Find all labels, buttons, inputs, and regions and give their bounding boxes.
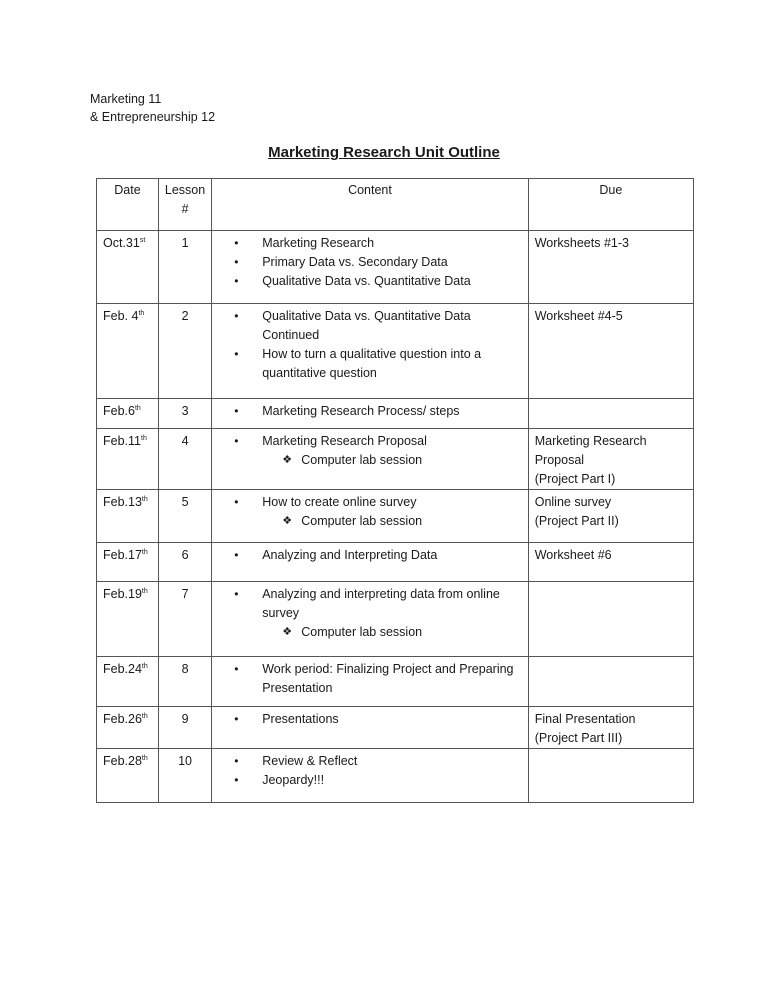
cell-due [528, 399, 693, 429]
date-text: Feb.13 [103, 495, 142, 509]
table-row [97, 304, 694, 399]
cell-lesson-number: 1 [158, 231, 211, 304]
cell-due [528, 304, 693, 399]
content-bullet-list [218, 752, 522, 790]
cell-due [528, 490, 693, 543]
due-text: Worksheet #4-5 [534, 309, 623, 323]
cell-date [97, 582, 159, 657]
cell-lesson-number: 9 [158, 707, 211, 749]
cell-content [212, 543, 529, 582]
column-header-lesson [158, 179, 211, 231]
course-line-2: & Entrepreneurship 12 [90, 110, 216, 124]
lesson-header-line1: Lesson [164, 183, 206, 197]
due-text: Online survey [534, 495, 612, 509]
table-header-row [97, 179, 694, 231]
cell-content [212, 231, 529, 304]
cell-content [212, 490, 529, 543]
course-heading [90, 90, 215, 126]
date-ordinal-suffix: th [141, 663, 148, 670]
date-ordinal-suffix: th [141, 435, 147, 442]
date-ordinal-suffix: th [141, 755, 148, 762]
due-text: Final Presentation [534, 712, 636, 726]
content-bullet-list [218, 493, 522, 512]
content-bullet-item: • Marketing Research Process/ steps [218, 402, 522, 421]
cell-lesson-number: 4 [158, 429, 211, 490]
content-sub-item [218, 512, 522, 531]
content-bullet-item: • How to create online survey [218, 493, 522, 512]
cell-content [212, 429, 529, 490]
course-line-1: Marketing 11 [90, 92, 162, 106]
date-ordinal-suffix: th [141, 496, 148, 503]
cell-content [212, 399, 529, 429]
cell-date [97, 707, 159, 749]
date-text: Feb.19 [103, 587, 142, 601]
cell-date [97, 543, 159, 582]
content-bullet-item: • Analyzing and Interpreting Data [218, 546, 522, 565]
cell-due [528, 429, 693, 490]
content-sub-item [218, 451, 522, 470]
content-bullet-item: • Qualitative Data vs. Quantitative Data Continued [218, 307, 522, 345]
diamond-bullet-icon: ❖ [282, 626, 293, 638]
content-bullet-item: • Presentations [218, 710, 522, 729]
cell-due [528, 749, 693, 803]
table-row [97, 707, 694, 749]
cell-lesson-number: 7 [158, 582, 211, 657]
content-bullet-list [218, 402, 522, 421]
date-ordinal-suffix: st [139, 237, 146, 244]
content-bullet-item: • Analyzing and interpreting data from online survey [218, 585, 522, 623]
date-text: Feb.17 [103, 548, 142, 562]
content-bullet-item: • Marketing Research [218, 234, 522, 253]
content-bullet-list [218, 307, 522, 383]
cell-date [97, 657, 159, 707]
cell-date [97, 231, 159, 304]
sub-item-text: Computer lab session [301, 625, 423, 639]
date-ordinal-suffix: th [141, 549, 148, 556]
cell-lesson-number: 6 [158, 543, 211, 582]
table-row [97, 429, 694, 490]
date-ordinal-suffix: th [141, 713, 148, 720]
content-bullet-list [218, 710, 522, 729]
date-text: Oct.31 [103, 236, 140, 250]
due-text: Worksheets #1-3 [534, 236, 629, 250]
cell-lesson-number: 5 [158, 490, 211, 543]
table-row [97, 399, 694, 429]
cell-due [528, 657, 693, 707]
content-bullet-list [218, 234, 522, 291]
diamond-bullet-icon: ❖ [282, 515, 293, 527]
content-bullet-item: • Review & Reflect [218, 752, 522, 771]
diamond-bullet-icon: ❖ [282, 454, 293, 466]
content-bullet-item: • Primary Data vs. Secondary Data [218, 253, 522, 272]
column-header-date: Date [97, 179, 159, 231]
due-text: Marketing Research Proposal [534, 434, 647, 467]
cell-content [212, 304, 529, 399]
column-header-due: Due [528, 179, 693, 231]
table-row [97, 231, 694, 304]
cell-date [97, 490, 159, 543]
date-text: Feb.6 [103, 404, 135, 418]
due-text: (Project Part II) [534, 514, 619, 528]
date-text: Feb. 4 [103, 309, 139, 323]
table-row [97, 657, 694, 707]
date-text: Feb.24 [103, 662, 142, 676]
cell-date [97, 399, 159, 429]
content-bullet-list [218, 546, 522, 565]
due-text: (Project Part I) [534, 472, 616, 486]
page-title: Marketing Research Unit Outline [268, 144, 500, 161]
content-bullet-item: • Work period: Finalizing Project and Preparing Presentation [218, 660, 522, 698]
date-ordinal-suffix: th [138, 310, 145, 317]
table-row [97, 749, 694, 803]
date-text: Feb.28 [103, 754, 142, 768]
cell-content [212, 707, 529, 749]
unit-outline-table [96, 178, 694, 803]
content-bullet-item: • Jeopardy!!! [218, 771, 522, 790]
cell-due [528, 707, 693, 749]
date-ordinal-suffix: th [141, 588, 148, 595]
content-bullet-item: • How to turn a qualitative question into a quantitative question [218, 345, 522, 383]
sub-item-text: Computer lab session [301, 453, 423, 467]
cell-date [97, 304, 159, 399]
cell-due [528, 231, 693, 304]
cell-content [212, 657, 529, 707]
table-row [97, 490, 694, 543]
content-sub-item [218, 623, 522, 642]
date-text: Feb.26 [103, 712, 142, 726]
content-bullet-item: • Qualitative Data vs. Quantitative Data [218, 272, 522, 291]
content-bullet-list [218, 660, 522, 698]
cell-due [528, 582, 693, 657]
cell-date [97, 749, 159, 803]
cell-lesson-number: 10 [158, 749, 211, 803]
date-ordinal-suffix: th [134, 405, 141, 412]
cell-lesson-number: 2 [158, 304, 211, 399]
table-row [97, 582, 694, 657]
date-text: Feb.11 [103, 434, 141, 448]
content-bullet-item: • Marketing Research Proposal [218, 432, 522, 451]
column-header-content: Content [212, 179, 529, 231]
cell-content [212, 582, 529, 657]
cell-content [212, 749, 529, 803]
sub-item-text: Computer lab session [301, 514, 423, 528]
lesson-header-line2: # [181, 202, 189, 216]
due-text: (Project Part III) [534, 731, 623, 745]
due-text: Worksheet #6 [534, 548, 612, 562]
content-bullet-list [218, 585, 522, 623]
cell-date [97, 429, 159, 490]
table-row [97, 543, 694, 582]
cell-lesson-number: 8 [158, 657, 211, 707]
content-bullet-list [218, 432, 522, 451]
cell-due [528, 543, 693, 582]
cell-lesson-number: 3 [158, 399, 211, 429]
